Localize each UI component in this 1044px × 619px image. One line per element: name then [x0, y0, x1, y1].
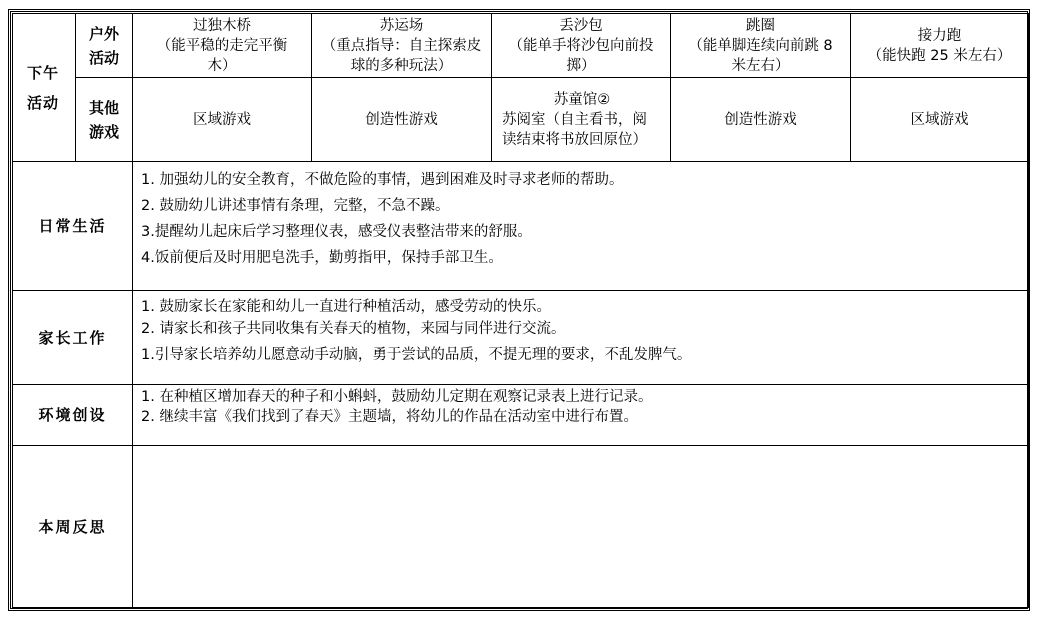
- outdoor-activity-note: 米左右）: [731, 57, 790, 74]
- other-game-text: 创造性游戏: [365, 111, 438, 128]
- outdoor-activity-note: （能单脚连续向前跳 8: [688, 37, 833, 54]
- list-item: 1.引导家长培养幼儿愿意动手动脑，勇于尝试的品质，不提无理的要求，不乱发脾气。: [141, 347, 692, 363]
- environment-row: [13, 385, 1029, 446]
- other-game-text: 读结束将书放回原位）: [502, 131, 647, 148]
- outdoor-activity-note: 木）: [207, 57, 237, 74]
- outdoor-activity-name: 跳圈: [746, 17, 775, 34]
- outdoor-label-line2: 活动: [88, 48, 119, 67]
- outdoor-activity-cell: [492, 14, 671, 78]
- other-games-label: [76, 78, 133, 162]
- list-item: 1. 加强幼儿的安全教育，不做危险的事情，遇到困难及时寻求老师的帮助。: [141, 172, 624, 188]
- outdoor-activity-label: [76, 14, 133, 78]
- outdoor-activity-note: 球的多种玩法）: [350, 57, 453, 74]
- list-item: 1. 鼓励家长在家能和幼儿一直进行种植活动，感受劳动的快乐。: [141, 299, 551, 315]
- other-game-text: 区域游戏: [193, 111, 251, 128]
- reflection-content: [133, 446, 1029, 608]
- list-item: 1. 在种植区增加春天的种子和小蝌蚪，鼓励幼儿定期在观察记录表上进行记录。: [141, 389, 653, 405]
- other-label-line1: 其他: [88, 98, 119, 117]
- afternoon-activity-label: [13, 14, 76, 162]
- afternoon-label-line2: 活动: [27, 93, 60, 112]
- afternoon-label-line1: 下午: [27, 63, 60, 82]
- outdoor-activity-note: （重点指导：自主探索皮: [321, 37, 482, 54]
- outdoor-activity-name: 苏运场: [379, 17, 424, 34]
- other-game-cell: [851, 78, 1029, 162]
- list-item: 2. 继续丰富《我们找到了春天》主题墙，将幼儿的作品在活动室中进行布置。: [141, 409, 638, 425]
- other-game-text: 创造性游戏: [724, 111, 797, 128]
- outdoor-activity-row: [13, 14, 1029, 78]
- outdoor-activity-note: （能快跑 25 米左右）: [867, 47, 1012, 64]
- outdoor-activity-name: 接力跑: [917, 27, 962, 44]
- list-item: 2. 鼓励幼儿讲述事情有条理，完整，不急不躁。: [141, 198, 450, 214]
- other-game-text: 区域游戏: [910, 111, 969, 128]
- outdoor-label-line1: 户外: [88, 24, 119, 43]
- outdoor-activity-cell: [133, 14, 312, 78]
- outdoor-activity-cell: [671, 14, 851, 78]
- parent-work-content: [133, 291, 1029, 385]
- daily-life-content: [133, 162, 1029, 291]
- environment-label: 环境创设: [13, 385, 133, 446]
- list-item: 4.饭前便后及时用肥皂洗手，勤剪指甲，保持手部卫生。: [141, 250, 503, 266]
- parent-work-row: [13, 291, 1029, 385]
- other-game-cell: [312, 78, 492, 162]
- reflection-label: 本周反思: [13, 446, 133, 608]
- other-games-row: [13, 78, 1029, 162]
- other-game-title: 苏童馆②: [553, 91, 611, 108]
- list-item: 3.提醒幼儿起床后学习整理仪表，感受仪表整洁带来的舒服。: [141, 224, 532, 240]
- other-game-cell: [671, 78, 851, 162]
- other-game-cell: [492, 78, 671, 162]
- outdoor-activity-note: （能平稳的走完平衡: [156, 37, 288, 54]
- reflection-row: [13, 446, 1029, 608]
- parent-work-label: 家长工作: [13, 291, 133, 385]
- outdoor-activity-name: 过独木桥: [193, 17, 251, 34]
- outdoor-activity-cell: [851, 14, 1029, 78]
- environment-content: [133, 385, 1029, 446]
- list-item: 2. 请家长和孩子共同收集有关春天的植物，来园与同伴进行交流。: [141, 321, 566, 337]
- outdoor-activity-note: （能单手将沙包向前投: [508, 37, 654, 54]
- outdoor-activity-name: 丢沙包: [559, 17, 603, 34]
- other-game-cell: [133, 78, 312, 162]
- other-label-line2: 游戏: [88, 122, 119, 141]
- other-game-text: 苏阅室（自主看书，阅: [502, 111, 647, 128]
- daily-life-label: 日常生活: [13, 162, 133, 291]
- weekly-plan-table: [12, 13, 1029, 608]
- daily-life-row: [13, 162, 1029, 291]
- outdoor-activity-note: 掷）: [566, 57, 596, 74]
- outdoor-activity-cell: [312, 14, 492, 78]
